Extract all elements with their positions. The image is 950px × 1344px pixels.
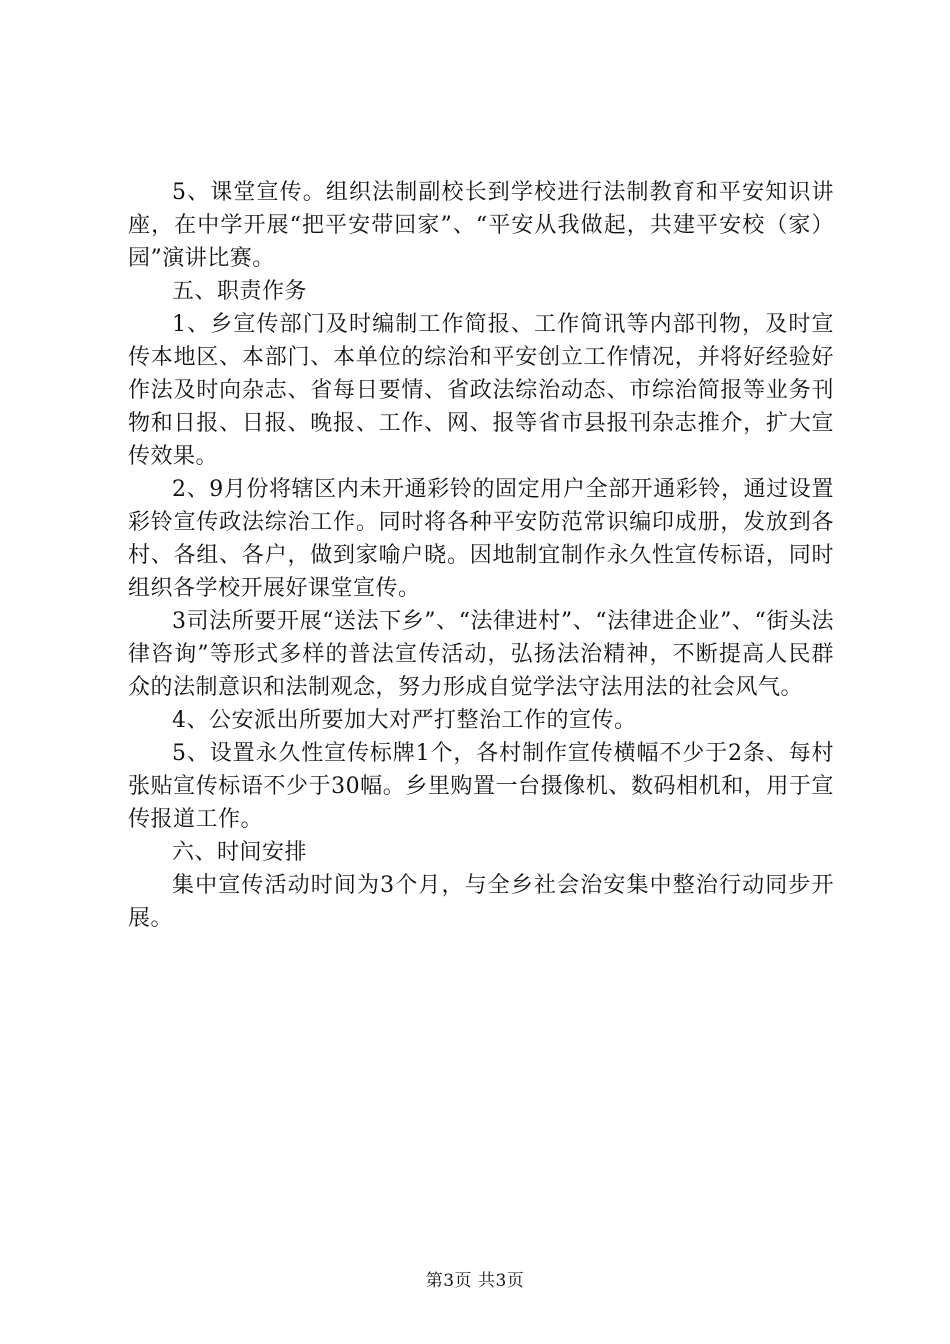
paragraph-duty-3: 3司法所要开展“送法下乡”、“法律进村”、“法律进企业”、“街头法律咨询”等形式多样的普法宣传活动，弘扬法治精神，不断提高人民群众的法制意识和法制观念，努力形成自觉学法守法用法的社会风气。	[128, 609, 834, 700]
page-footer	[0, 1270, 950, 1292]
paragraph-duty-5: 5、设置永久性宣传标牌1个，各村制作宣传横幅不少于2条、每村张贴宣传标语不少于30幅。乡里购置一台摄像机、数码相机和，用于宣传报道工作。	[128, 741, 834, 832]
section-heading-duties: 五、职责作务	[172, 279, 308, 304]
paragraph-duty-2: 2、9月份将辖区内未开通彩铃的固定用户全部开通彩铃，通过设置彩铃宣传政法综治工作。同时将各种平安防范常识编印成册，发放到各村、各组、各户，做到家喻户晓。因地制宜制作永久性宣传标语，同时组织各学校开展好课堂宣传。	[128, 477, 834, 601]
document-body	[128, 176, 834, 935]
paragraph-classroom-publicity: 5、课堂宣传。组织法制副校长到学校进行法制教育和平安知识讲座，在中学开展“把平安带回家”、“平安从我做起，共建平安校（家）园”演讲比赛。	[128, 180, 834, 271]
paragraph-duty-1: 1、乡宣传部门及时编制工作简报、工作简讯等内部刊物，及时宣传本地区、本部门、本单位的综治和平安创立工作情况，并将好经验好作法及时向杂志、省每日要情、省政法综治动态、市综治简报等业务刊物和日报、日报、晚报、工作、网、报等省市县报刊杂志推介，扩大宣传效果。	[128, 312, 834, 469]
section-heading-schedule: 六、时间安排	[172, 840, 308, 865]
page-number-label: 第3页 共3页	[425, 1271, 525, 1291]
paragraph-duty-4: 4、公安派出所要加大对严打整治工作的宣传。	[172, 708, 637, 733]
paragraph-schedule: 集中宣传活动时间为3个月，与全乡社会治安集中整治行动同步开展。	[128, 873, 834, 931]
